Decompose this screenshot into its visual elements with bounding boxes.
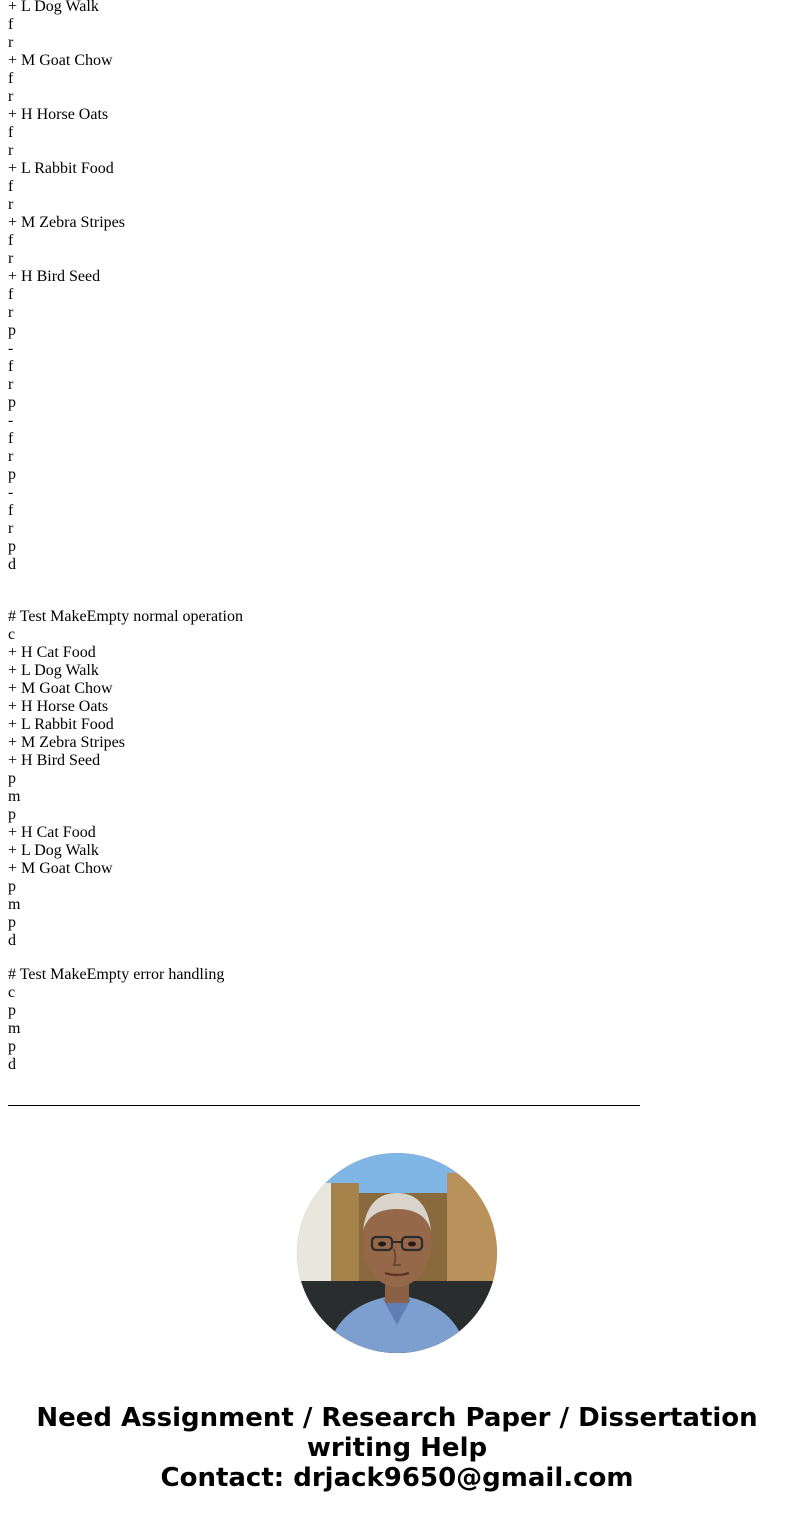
command-line: f — [8, 232, 14, 249]
command-line: f — [8, 70, 14, 87]
command-line: + H Bird Seed — [8, 268, 101, 285]
command-line: d — [8, 932, 16, 949]
command-line: c — [8, 626, 16, 643]
command-line: p — [8, 538, 16, 555]
author-photo — [297, 1153, 497, 1353]
document-body — [8, 0, 243, 1074]
command-line: r — [8, 250, 14, 267]
portrait-icon — [297, 1153, 497, 1353]
command-line: f — [8, 286, 14, 303]
command-line: + M Zebra Stripes — [8, 734, 125, 751]
command-line: m — [8, 896, 21, 913]
command-line: + H Cat Food — [8, 644, 96, 661]
command-line: # Test MakeEmpty error handling — [8, 966, 225, 983]
command-line: p — [8, 914, 16, 931]
command-line: + L Dog Walk — [8, 662, 99, 679]
command-line: m — [8, 1020, 21, 1037]
command-line: r — [8, 448, 14, 465]
command-line: p — [8, 878, 16, 895]
command-line: p — [8, 322, 16, 339]
command-line: r — [8, 304, 14, 321]
command-line: p — [8, 806, 16, 823]
command-line: - — [8, 484, 14, 501]
command-line: + L Dog Walk — [8, 842, 99, 859]
command-line: p — [8, 466, 16, 483]
command-line: + H Bird Seed — [8, 752, 101, 769]
command-line: + L Rabbit Food — [8, 716, 114, 733]
command-line: r — [8, 142, 14, 159]
horizontal-divider — [8, 1105, 640, 1106]
command-line: r — [8, 520, 14, 537]
command-line: c — [8, 984, 16, 1001]
command-line: + M Goat Chow — [8, 680, 113, 697]
command-line: - — [8, 412, 14, 429]
test-makeempty-normal-section — [8, 608, 243, 950]
command-line: r — [8, 376, 14, 393]
command-line: r — [8, 196, 14, 213]
spacer — [8, 574, 243, 608]
command-line: + L Dog Walk — [8, 0, 99, 15]
command-line: + H Horse Oats — [8, 106, 109, 123]
command-line: + L Rabbit Food — [8, 160, 114, 177]
cta-line-1: Need Assignment / Research Paper / Dissertation — [36, 1403, 758, 1433]
command-line: p — [8, 1038, 16, 1055]
test-makeempty-error-section — [8, 966, 243, 1074]
spacer — [8, 950, 243, 966]
command-line: p — [8, 770, 16, 787]
command-line: f — [8, 430, 14, 447]
command-line: f — [8, 16, 14, 33]
test-commands-continued — [8, 0, 243, 574]
command-line: p — [8, 394, 16, 411]
command-line: + H Cat Food — [8, 824, 96, 841]
command-line: + M Goat Chow — [8, 860, 113, 877]
command-line: - — [8, 340, 14, 357]
cta-contact-email: Contact: drjack9650@gmail.com — [160, 1463, 634, 1493]
command-line: p — [8, 1002, 16, 1019]
command-line: + M Zebra Stripes — [8, 214, 125, 231]
cta-line-2: writing Help — [306, 1433, 488, 1463]
command-line: f — [8, 502, 14, 519]
command-line: + H Horse Oats — [8, 698, 109, 715]
command-line: r — [8, 88, 14, 105]
command-line: f — [8, 124, 14, 141]
command-line: r — [8, 34, 14, 51]
command-line: d — [8, 1056, 16, 1073]
command-line: f — [8, 178, 14, 195]
command-line: m — [8, 788, 21, 805]
command-line: f — [8, 358, 14, 375]
command-line: # Test MakeEmpty normal operation — [8, 608, 243, 625]
contact-banner — [0, 1403, 794, 1493]
command-line: + M Goat Chow — [8, 52, 113, 69]
command-line: d — [8, 556, 16, 573]
